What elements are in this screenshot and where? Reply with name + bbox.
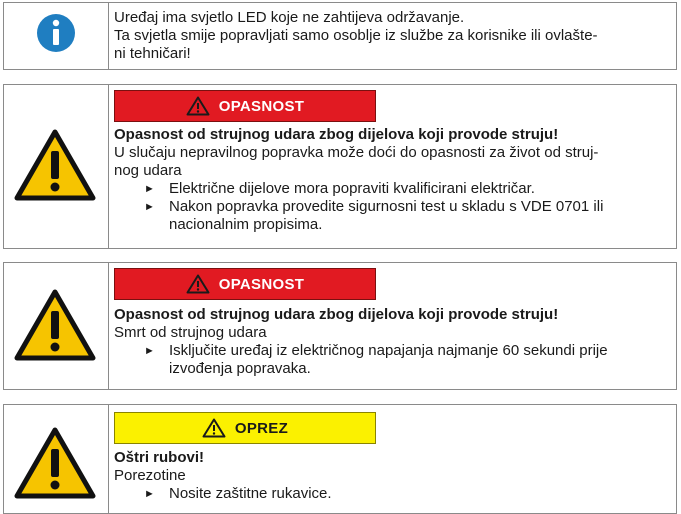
warning-icon [186, 96, 210, 116]
warning-triangle-icon [14, 289, 96, 361]
info-icon-cell [4, 3, 109, 69]
info-line: ni tehničari! [114, 45, 191, 62]
danger-notice [3, 84, 677, 249]
warning-icon [202, 418, 226, 438]
warning-description: nog udara [114, 162, 182, 179]
action-step [144, 198, 672, 234]
action-steps [114, 180, 672, 234]
warning-description: Smrt od strujnog udara [114, 324, 267, 341]
action-step [144, 485, 672, 503]
warning-triangle-icon [14, 129, 96, 201]
action-steps [114, 342, 672, 378]
step-text: nacionalnim propisima. [169, 216, 323, 233]
step-text: Električne dijelove mora popraviti kvalificirani električar. [169, 180, 535, 197]
warning-icon [186, 274, 210, 294]
signal-word: OPREZ [234, 419, 289, 437]
info-line: Ta svjetla smije popravljati samo osoblje iz službe za korisnike ili ovlašte- [114, 27, 598, 44]
signal-word: OPASNOST [218, 275, 305, 293]
warning-description: U slučaju nepravilnog popravka može doći do opasnosti za život od struj- [114, 144, 599, 161]
step-text: Nosite zaštitne rukavice. [169, 485, 332, 502]
signal-word: OPASNOST [218, 97, 305, 115]
step-text: Nakon popravka provedite sigurnosni test u skladu s VDE 0701 ili [169, 198, 604, 215]
caution-signal-banner [114, 412, 376, 444]
step-text: Isključite uređaj iz električnog napajanja najmanje 60 sekundi prije [169, 342, 608, 359]
danger-signal-banner [114, 268, 376, 300]
warning-icon-cell [4, 85, 109, 248]
step-text: izvođenja popravaka. [169, 360, 311, 377]
bullet-arrow-icon: ► [144, 183, 155, 195]
warning-triangle-icon [14, 427, 96, 499]
info-line: Uređaj ima svjetlo LED koje ne zahtijeva održavanje. [114, 9, 465, 26]
warning-icon-cell [4, 405, 109, 513]
info-notice [3, 2, 677, 70]
warning-title: Opasnost od strujnog udara zbog dijelova koji provode struju! [114, 306, 559, 323]
bullet-arrow-icon: ► [144, 345, 155, 357]
info-icon [36, 13, 76, 53]
action-step [144, 180, 672, 198]
warning-title: Opasnost od strujnog udara zbog dijelova koji provode struju! [114, 126, 559, 143]
danger-notice [3, 262, 677, 390]
bullet-arrow-icon: ► [144, 488, 155, 500]
warning-title: Oštri rubovi! [114, 449, 205, 466]
caution-notice [3, 404, 677, 514]
action-step [144, 342, 672, 378]
warning-description: Porezotine [114, 467, 186, 484]
action-steps [114, 485, 672, 503]
danger-signal-banner [114, 90, 376, 122]
warning-icon-cell [4, 263, 109, 389]
bullet-arrow-icon: ► [144, 201, 155, 213]
